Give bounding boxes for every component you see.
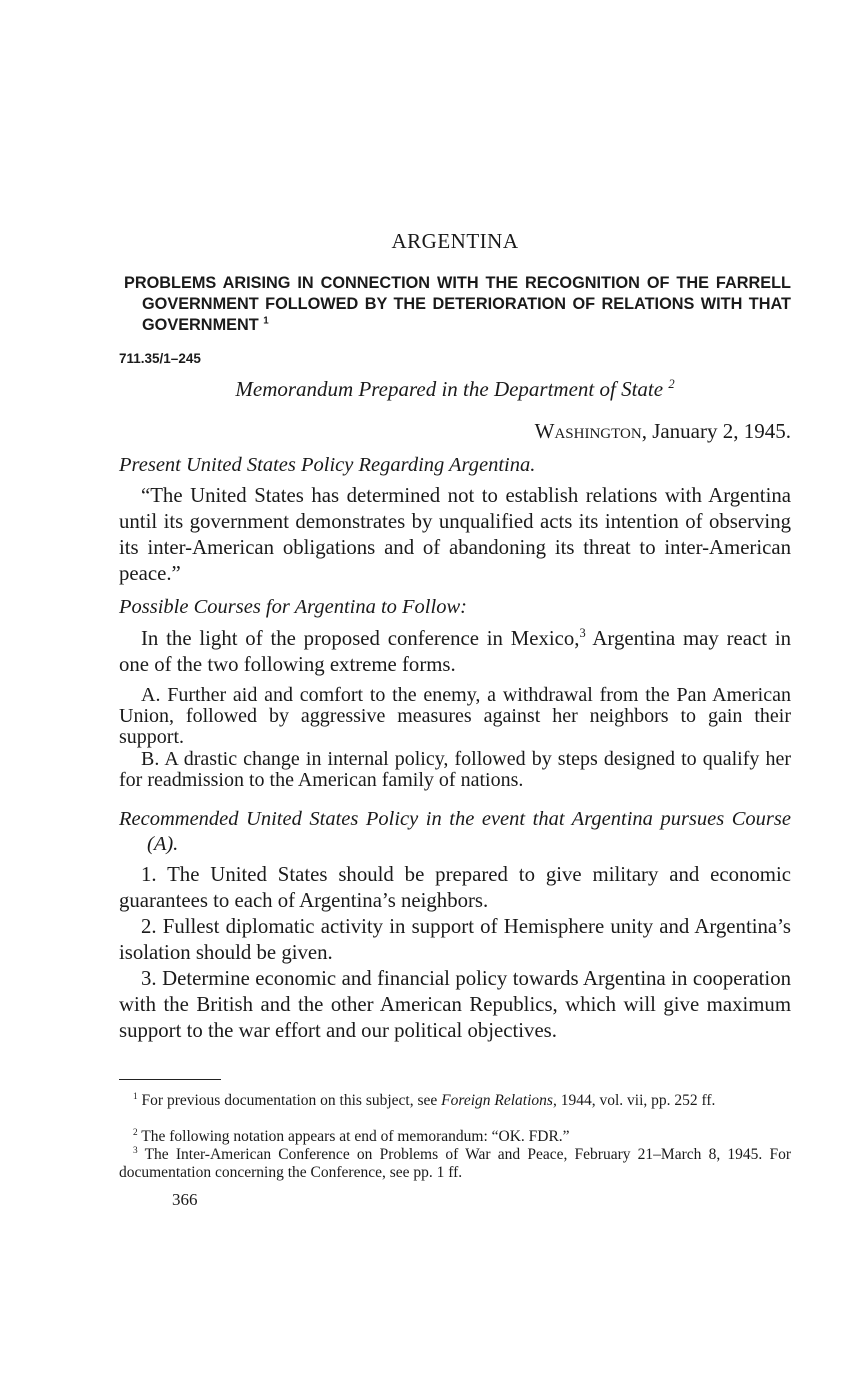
paragraph-policy-quote: “The United States has determined not to establish relations with Argentina until its government demonstrates by unqualified acts its intention of observing its inter-American obligations and of abandoning its threat to inter-American peace.” (119, 484, 791, 585)
heading-recommended-policy: Recommended United States Policy in the event that Argentina pursues Course (A). (119, 808, 791, 855)
section-title-text: PROBLEMS ARISING IN CONNECTION WITH THE RECOGNITION OF THE FARRELL GOVERNMENT FOLLOWED BY THE DETERIORATION OF RELATIONS WITH THAT GOVERNMENT (124, 274, 791, 334)
course-b: B. A drastic change in internal policy, followed by steps designed to qualify her for readmission to the American family of nations. (119, 748, 791, 791)
footnote-3-number: 3 (133, 1145, 138, 1156)
course-a: A. Further aid and comfort to the enemy, a withdrawal from the Pan American Union, followed by aggressive measures against her neighbors to gain their support. (119, 684, 791, 748)
footnote-2-number: 2 (133, 1127, 138, 1138)
recommendation-3: 3. Determine economic and financial policy towards Argentina in cooperation with the British and the other American Republics, which will give maximum support to the war effort and our political objectives. (119, 967, 791, 1042)
footnote-3 (119, 1146, 791, 1182)
courses-intro-text-b: Argentina may react in one of the two following extreme forms. (119, 627, 791, 676)
footnote-2 (119, 1128, 791, 1146)
footnote-ref-2: 2 (668, 377, 675, 391)
page-number: 366 (172, 1190, 198, 1209)
dateline-date: , January 2, 1945. (641, 419, 791, 443)
footnote-1-text-b: , 1944, vol. vii, pp. 252 ff. (552, 1092, 716, 1109)
footnote-2-text: The following notation appears at end of memorandum: “OK. FDR.” (137, 1128, 570, 1145)
footnote-1 (119, 1092, 791, 1110)
memo-title-text: Memorandum Prepared in the Department of State (235, 377, 664, 401)
memo-title (119, 377, 791, 402)
recommendation-2: 2. Fullest diplomatic activity in support of Hemisphere unity and Argentina’s isolation should be given. (119, 915, 791, 964)
footnote-ref-1: 1 (263, 315, 269, 327)
dateline-place: Washington (534, 419, 642, 443)
file-number: 711.35/1–245 (119, 351, 201, 366)
dateline (119, 419, 791, 444)
footnote-3-text: The Inter-American Conference on Problems of War and Peace, February 21–March 8, 1945. For documentation concerning the Conference, see pp. 1 ff. (119, 1146, 791, 1181)
footnote-1-source: Foreign Relations (441, 1092, 553, 1109)
footnote-divider (119, 1079, 221, 1080)
heading-possible-courses: Possible Courses for Argentina to Follow: (119, 596, 467, 618)
footnote-1-text-a: For previous documentation on this subject, see (137, 1092, 442, 1109)
heading-present-policy: Present United States Policy Regarding Argentina. (119, 454, 536, 476)
country-heading: ARGENTINA (391, 229, 519, 253)
section-title (124, 273, 791, 336)
footnote-ref-3: 3 (579, 626, 586, 641)
paragraph-courses-intro (119, 626, 791, 678)
footnote-1-number: 1 (133, 1091, 138, 1102)
courses-intro-text-a: In the light of the proposed conference in Mexico, (141, 627, 580, 650)
recommendation-1: 1. The United States should be prepared to give military and economic guarantees to each of Argentina’s neighbors. (119, 863, 791, 912)
